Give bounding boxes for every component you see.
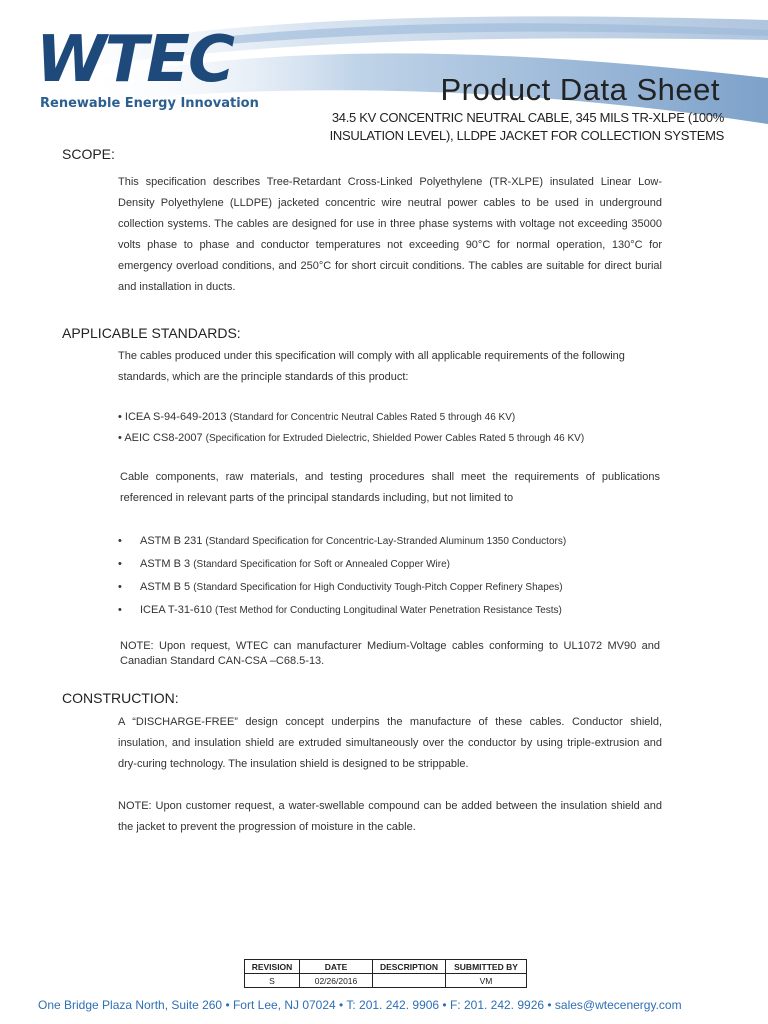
standard-item: • ICEA S-94-649-2013 (Standard for Concentric Neutral Cables Rated 5 through 46 KV) <box>118 411 516 423</box>
reference-code: ASTM B 231 <box>140 535 203 547</box>
scope-heading: SCOPE: <box>62 146 115 162</box>
table-header: SUBMITTED BY <box>446 960 527 974</box>
scope-text: This specification describes Tree-Retardant Cross-Linked Polyethylene (TR-XLPE) insulated Linear Low-Density Polyethylene (LLDPE) jacketed concentric wire neutral power cables to be used in underground collection systems. The cables are designed for use in three phase systems with voltage not exceeding 35000 volts phase to phase and conductor temperatures not exceeding 90°C for normal operation, 130°C for emergency overload conditions, and 250°C for short circuit conditions. The cables are suitable for direct burial and installation in ducts. <box>118 176 662 293</box>
logo-tagline: Renewable Energy Innovation <box>40 96 259 111</box>
standard-code: AEIC CS8-2007 <box>124 432 203 444</box>
table-header: REVISION <box>245 960 300 974</box>
reference-item: • ASTM B 5 (Standard Specification for High Conductivity Tough-Pitch Copper Refinery Shapes) <box>118 581 563 593</box>
table-header: DESCRIPTION <box>373 960 446 974</box>
components-text: Cable components, raw materials, and testing procedures shall meet the requirements of publications referenced in relevant parts of the principal standards including, but not limited to <box>120 471 660 504</box>
table-cell: S <box>245 974 300 988</box>
reference-code: ASTM B 5 <box>140 581 191 593</box>
construction-text: A “DISCHARGE-FREE” design concept underpins the manufacture of these cables. Conductor shield, insulation, and insulation shield are extruded simultaneously over the conductor by using triple-extrusion and dry-curing technology. The insulation shield is designed to be strippable. <box>118 716 662 770</box>
reference-desc: (Test Method for Conducting Longitudinal Water Penetration Resistance Tests) <box>215 605 562 616</box>
standard-item: • AEIC CS8-2007 (Specification for Extruded Dielectric, Shielded Power Cables Rated 5 through 46 KV) <box>118 432 585 444</box>
reference-desc: (Standard Specification for Soft or Annealed Copper Wire) <box>193 559 450 570</box>
reference-code: ICEA T-31-610 <box>140 604 212 616</box>
table-header: DATE <box>300 960 373 974</box>
standard-desc: (Specification for Extruded Dielectric, Shielded Power Cables Rated 5 through 46 KV) <box>205 433 585 444</box>
standard-code: ICEA S-94-649-2013 <box>124 411 227 423</box>
product-subtitle: 34.5 KV CONCENTRIC NEUTRAL CABLE, 345 MILS TR-XLPE (100% INSULATION LEVEL), LLDPE JACKET FOR COLLECTION SYSTEMS <box>329 110 724 143</box>
standards-intro: The cables produced under this specification will comply with all applicable requirements of the following standards, which are the principle standards of this product: <box>118 350 625 383</box>
standards-heading: APPLICABLE STANDARDS: <box>62 325 241 341</box>
reference-code: ASTM B 3 <box>140 558 191 570</box>
reference-item: • ASTM B 3 (Standard Specification for Soft or Annealed Copper Wire) <box>118 558 450 570</box>
table-header-row <box>245 960 527 974</box>
reference-item: • ICEA T-31-610 (Test Method for Conducting Longitudinal Water Penetration Resistance Tests) <box>118 604 562 616</box>
table-cell: 02/26/2016 <box>300 974 373 988</box>
reference-item: • ASTM B 231 (Standard Specification for Concentric-Lay-Stranded Aluminum 1350 Conductors) <box>118 535 567 547</box>
table-cell <box>373 974 446 988</box>
table-cell: VM <box>446 974 527 988</box>
table-row <box>245 974 527 988</box>
construction-heading: CONSTRUCTION: <box>62 690 179 706</box>
revision-table <box>244 959 527 988</box>
construction-note: NOTE: Upon customer request, a water-swellable compound can be added between the insulation shield and the jacket to prevent the progression of moisture in the cable. <box>118 800 662 833</box>
footer-contact: One Bridge Plaza North, Suite 260 • Fort Lee, NJ 07024 • T: 201. 242. 9906 • F: 201. 242. 9926 • sales@wtecenergy.com <box>38 998 682 1012</box>
standard-desc: (Standard for Concentric Neutral Cables Rated 5 through 46 KV) <box>229 412 516 423</box>
reference-desc: (Standard Specification for Concentric-Lay-Stranded Aluminum 1350 Conductors) <box>205 536 567 547</box>
page-title: Product Data Sheet <box>440 72 720 107</box>
company-logo: WTEC <box>36 23 233 97</box>
standards-note: NOTE: Upon request, WTEC can manufacturer Medium-Voltage cables conforming to UL1072 MV90 and Canadian Standard CAN-CSA –C68.5-13. <box>120 640 660 667</box>
reference-desc: (Standard Specification for High Conductivity Tough-Pitch Copper Refinery Shapes) <box>193 582 563 593</box>
